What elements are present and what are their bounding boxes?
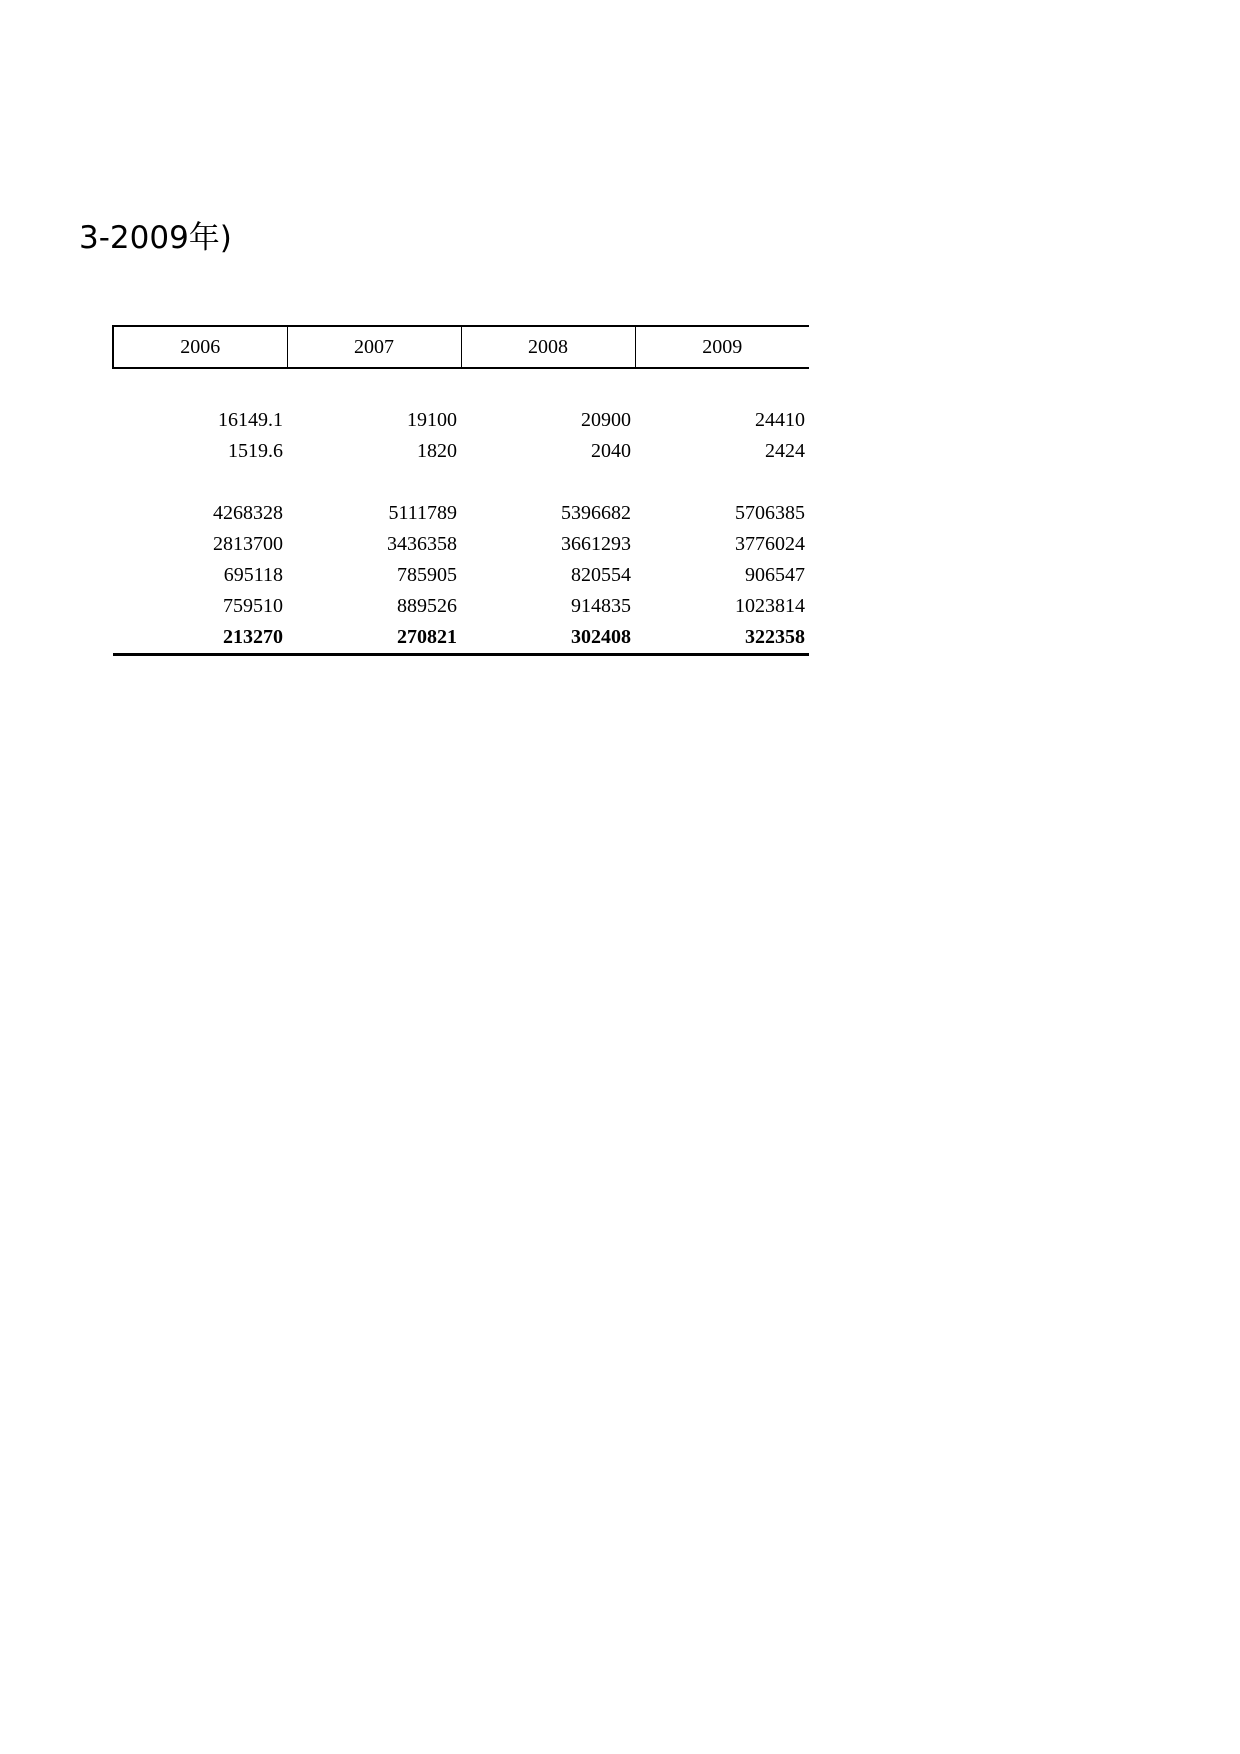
table-row <box>113 591 809 622</box>
header-row <box>113 326 809 368</box>
table-cell: 19100 <box>407 409 457 431</box>
table-cell: 16149.1 <box>218 409 283 431</box>
year-header: 2008 <box>461 326 635 368</box>
table-cell: 2813700 <box>213 533 283 555</box>
table-cell: 1519.6 <box>228 440 283 462</box>
total-cell: 302408 <box>461 622 635 655</box>
table-cell: 5111789 <box>388 502 457 524</box>
page-title-text: 3-2009年) <box>79 220 232 256</box>
spacer-row <box>113 368 809 405</box>
table-cell: 759510 <box>223 595 283 617</box>
table-cell: 3661293 <box>561 533 631 555</box>
table-row <box>113 560 809 591</box>
data-table <box>112 325 809 656</box>
year-header: 2006 <box>113 326 287 368</box>
total-cell: 270821 <box>287 622 461 655</box>
page-title <box>79 214 356 262</box>
table-row <box>113 436 809 467</box>
table-cell: 785905 <box>397 564 457 586</box>
table-cell: 914835 <box>571 595 631 617</box>
table-cell: 695118 <box>223 564 283 586</box>
table-row <box>113 529 809 560</box>
table-cell: 5706385 <box>735 502 805 524</box>
table-cell: 889526 <box>397 595 457 617</box>
table-cell: 1023814 <box>735 595 805 617</box>
table-cell: 20900 <box>581 409 631 431</box>
table-cell: 3436358 <box>387 533 457 555</box>
table-cell: 2424 <box>765 440 805 462</box>
year-header: 2009 <box>635 326 809 368</box>
table-row <box>113 498 809 529</box>
table-cell: 906547 <box>745 564 805 586</box>
total-row <box>113 622 809 655</box>
total-cell: 322358 <box>635 622 809 655</box>
table-cell: 24410 <box>755 409 805 431</box>
table-row <box>113 405 809 436</box>
table-cell: 2040 <box>591 440 631 462</box>
table-cell: 820554 <box>571 564 631 586</box>
table-cell: 5396682 <box>561 502 631 524</box>
year-header: 2007 <box>287 326 461 368</box>
table-cell: 4268328 <box>213 502 283 524</box>
spacer-row <box>113 467 809 498</box>
table-cell: 3776024 <box>735 533 805 555</box>
table-cell: 1820 <box>417 440 457 462</box>
total-cell: 213270 <box>113 622 287 655</box>
